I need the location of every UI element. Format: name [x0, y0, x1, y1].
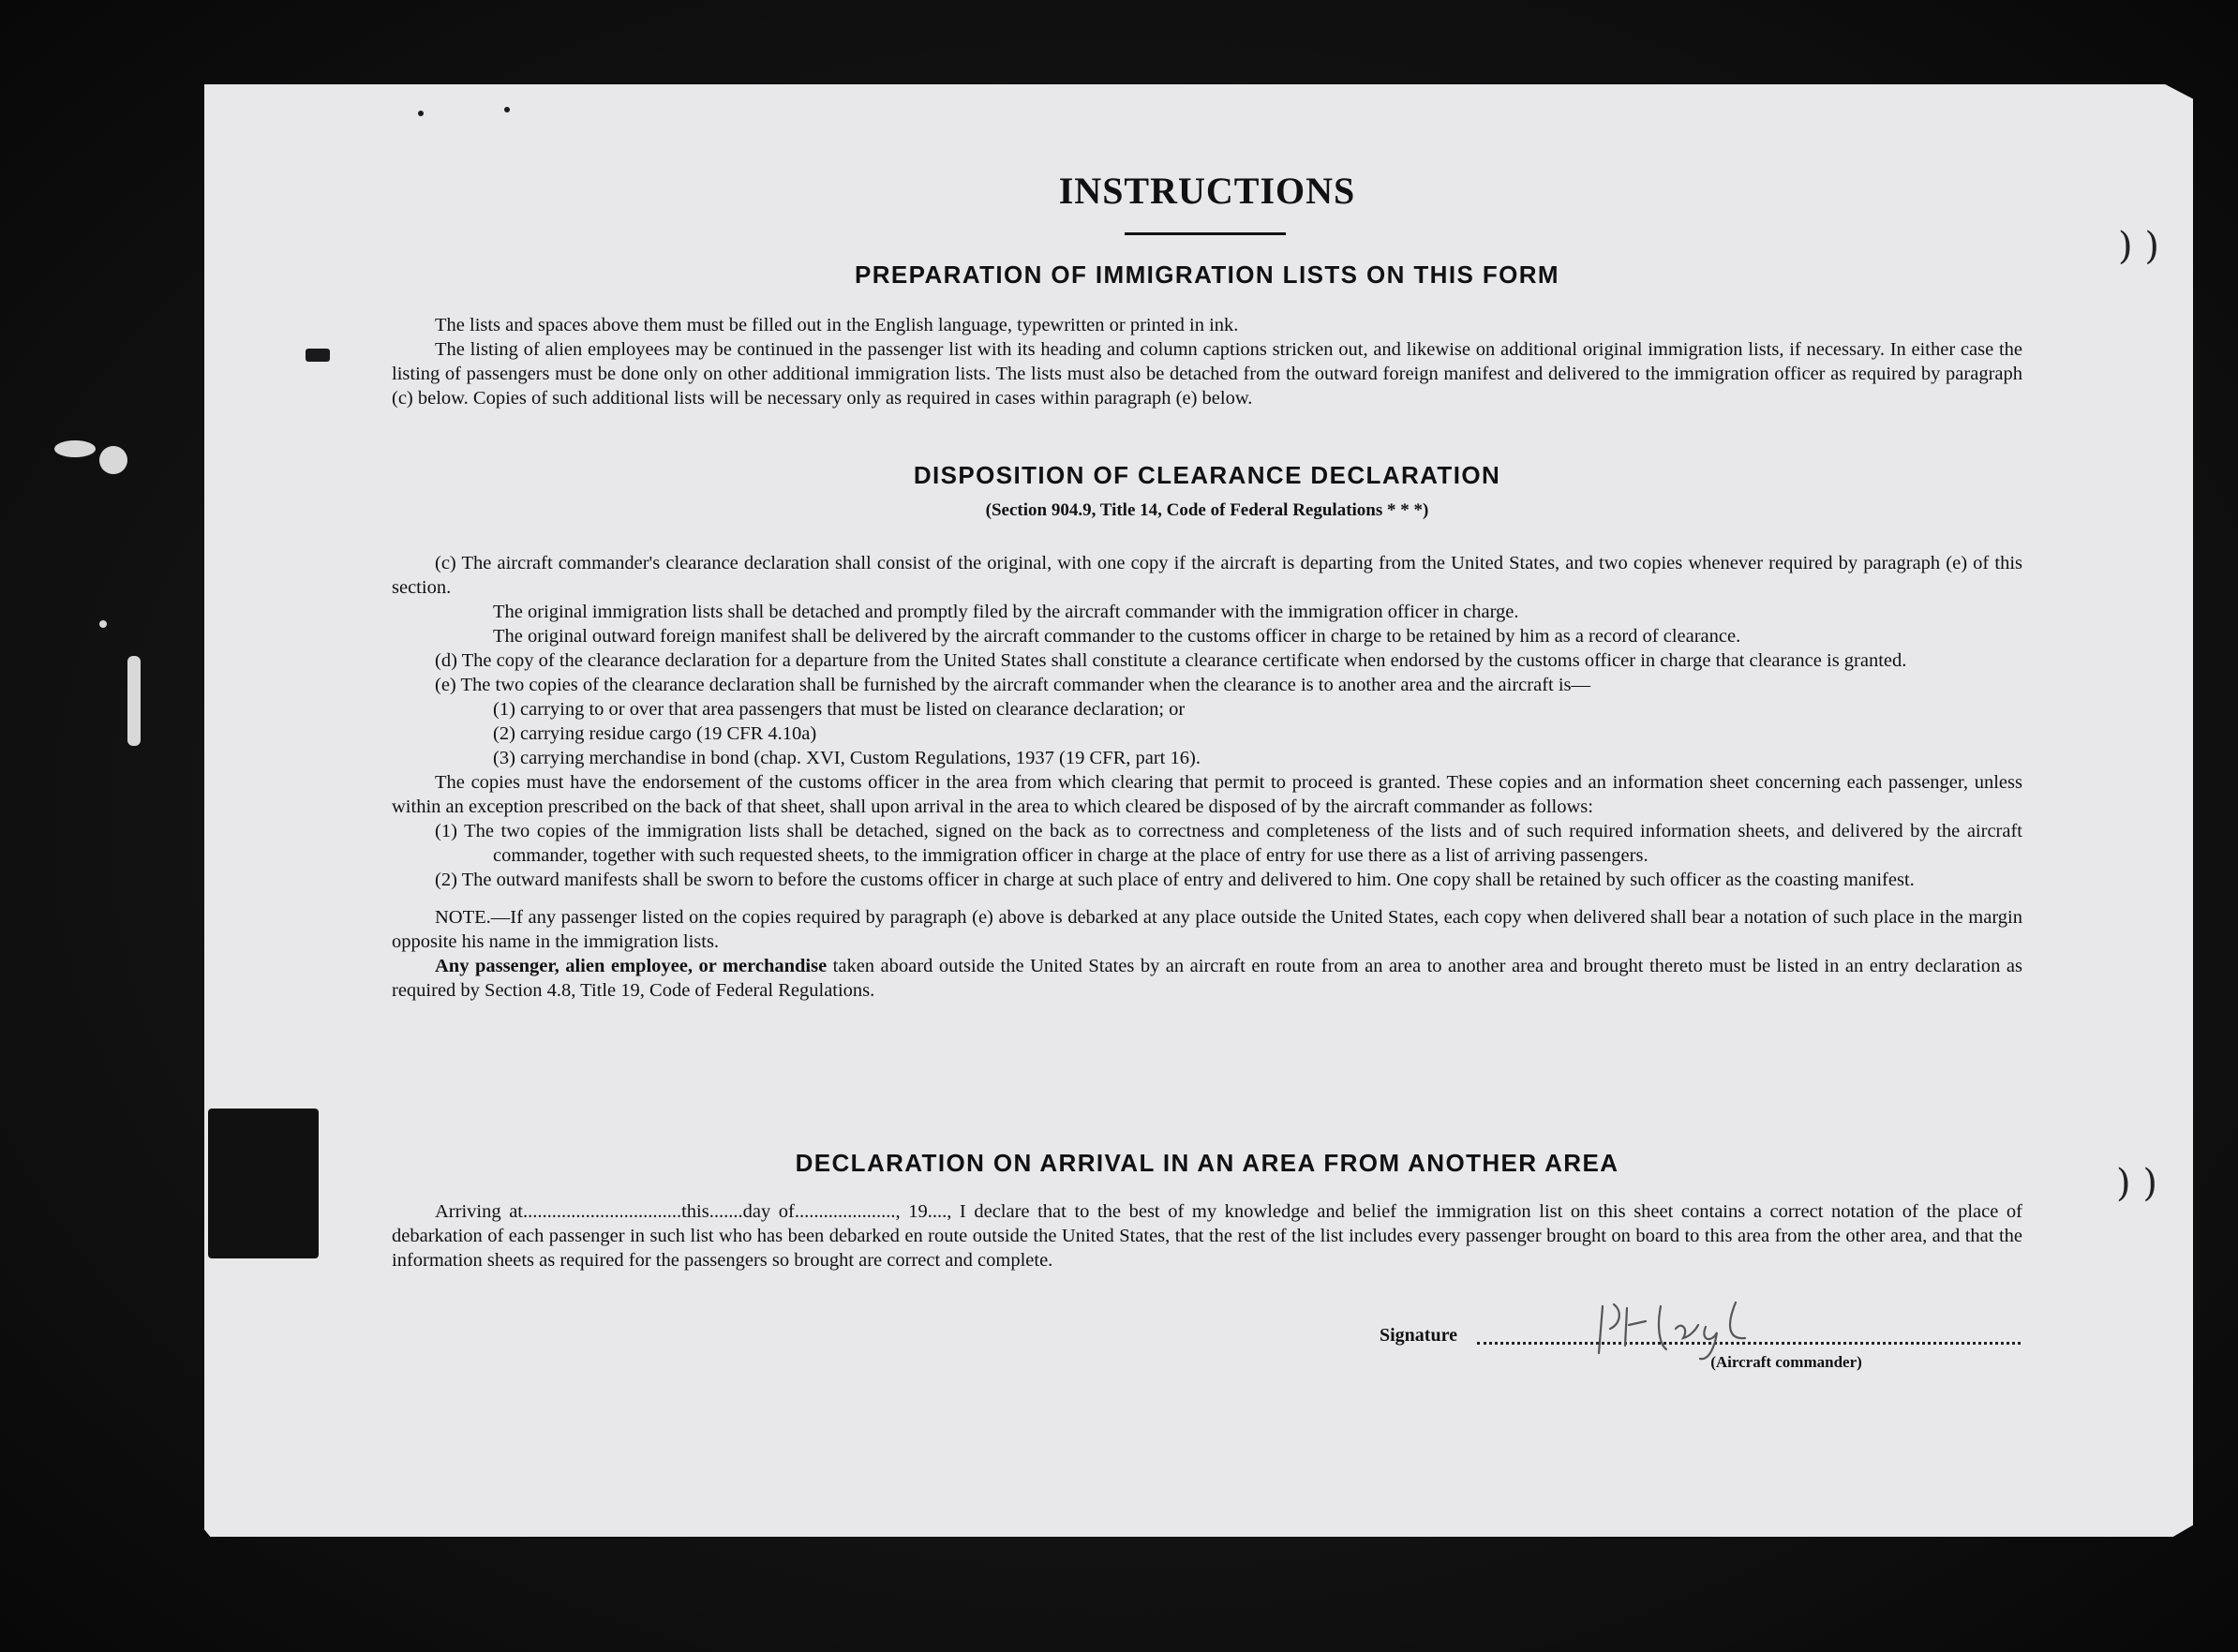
- page-title: INSTRUCTIONS: [1058, 170, 1356, 212]
- prep-heading: PREPARATION OF IMMIGRATION LISTS ON THIS FORM: [855, 260, 1559, 289]
- prep-paragraph-1: The lists and spaces above them must be filled out in the English language, typewritten or printed in ink.: [435, 315, 1239, 335]
- arrival-paragraph: Arriving at.................................this.......day of....................., 19...., I declare that to the best of my knowledge and belief the immigration list on this sheet contains a correct notation of the place of debarkation of each passenger in such list who has been debarked en route outside the United States, that the rest of the list includes every passenger brought on board to this area from the other area, and that the information sheets as required for the passengers so brought are correct and complete.: [392, 1201, 2022, 1271]
- paragraph-e-2: (2) carrying residue cargo (19 CFR 4.10a): [493, 723, 817, 744]
- title-divider: [1125, 232, 1286, 235]
- paragraph-c-original-lists: The original immigration lists shall be detached and promptly filed by the aircraft commander with the immigration officer in charge.: [493, 602, 1519, 622]
- paragraph-copies-2: (2) The outward manifests shall be sworn to before the customs officer in charge at such place of entry and delivered to him. One copy shall be retained by such officer as the coasting manifest.: [435, 870, 1915, 890]
- handwritten-signature: [1586, 1287, 1829, 1362]
- scan-speck: [54, 440, 96, 457]
- disposition-heading: DISPOSITION OF CLEARANCE DECLARATION: [913, 461, 1501, 489]
- prep-section: [392, 313, 2022, 410]
- prep-paragraph-2: The listing of alien employees may be continued in the passenger list with its heading and column captions stricken out, and likewise on additional original immigration lists, if necessary. In either case the listing of passengers must be done only on other additional immigration lists. The lists must also be detached from the outward foreign manifest and delivered to the immigration officer as required by paragraph (c) below. Copies of such additional lists will be necessary only as required in cases within paragraph (e) below.: [392, 339, 2022, 409]
- margin-mark: ) ): [2116, 1162, 2157, 1205]
- paragraph-copies-1: (1) The two copies of the immigration lists shall be detached, signed on the back as to correctness and completeness of the lists and of such required information sheets, and delivered by the aircraft commander, together with such requested sheets, to the immigration officer in charge at the place of entry for use there as a list of arriving passengers.: [435, 821, 2022, 866]
- paragraph-d: (d) The copy of the clearance declaration for a departure from the United States shall constitute a clearance certificate when endorsed by the customs officer in charge that clearance is granted.: [435, 650, 1907, 671]
- scan-speck: [306, 349, 330, 362]
- paragraph-any-passenger: [392, 954, 2022, 1003]
- paragraph-note: NOTE.—If any passenger listed on the copies required by paragraph (e) above is debarked at any place outside the United States, each copy when delivered shall bear a notation of such place in the margin opposite his name in the immigration lists.: [392, 907, 2022, 952]
- binding-tab-mark: [208, 1109, 319, 1258]
- any-passenger-lead: Any passenger, alien employee, or merchandise: [435, 956, 828, 976]
- arrival-section: [392, 1199, 2022, 1272]
- disposition-section: [392, 551, 2022, 1003]
- paragraph-copies: The copies must have the endorsement of the customs officer in the area from which clearing that permit to proceed is granted. These copies and an information sheet concerning each passenger, unless within an exception prescribed on the back of that sheet, shall upon arrival in the area to which cleared be disposed of by the aircraft commander as follows:: [392, 772, 2022, 817]
- signature-label: Signature: [1380, 1325, 1457, 1346]
- scan-speck: [99, 620, 107, 628]
- margin-mark: ) ): [2118, 225, 2159, 268]
- signature-caption: (Aircraft commander): [1710, 1353, 1862, 1371]
- scan-speck: [99, 446, 127, 474]
- paragraph-c: (c) The aircraft commander's clearance declaration shall consist of the original, with one copy if the aircraft is departing from the United States, and two copies whenever required by paragraph (e) of this section.: [392, 553, 2022, 598]
- disposition-subheading: (Section 904.9, Title 14, Code of Federal Regulations * * *): [985, 500, 1429, 520]
- scan-speck: [504, 107, 510, 112]
- paragraph-e: (e) The two copies of the clearance declaration shall be furnished by the aircraft commander when the clearance is to another area and the aircraft is—: [435, 675, 1591, 695]
- arrival-heading: DECLARATION ON ARRIVAL IN AN AREA FROM ANOTHER AREA: [795, 1149, 1619, 1177]
- paragraph-e-3: (3) carrying merchandise in bond (chap. XVI, Custom Regulations, 1937 (19 CFR, part 16).: [493, 748, 1201, 768]
- paragraph-c-original-manifest: The original outward foreign manifest shall be delivered by the aircraft commander to the customs officer in charge to be retained by him as a record of clearance.: [493, 626, 1741, 647]
- scan-speck: [127, 656, 141, 746]
- paragraph-e-1: (1) carrying to or over that area passengers that must be listed on clearance declaration; or: [493, 699, 1186, 720]
- signature-block: [1380, 1325, 2024, 1391]
- any-passenger-rest: taken aboard outside the United States by an aircraft en route from an area to another area and brought thereto must be listed in an entry declaration as required by Section 4.8, Title 19, Code of Federal Regulations.: [392, 956, 2022, 1001]
- scan-speck: [418, 111, 424, 116]
